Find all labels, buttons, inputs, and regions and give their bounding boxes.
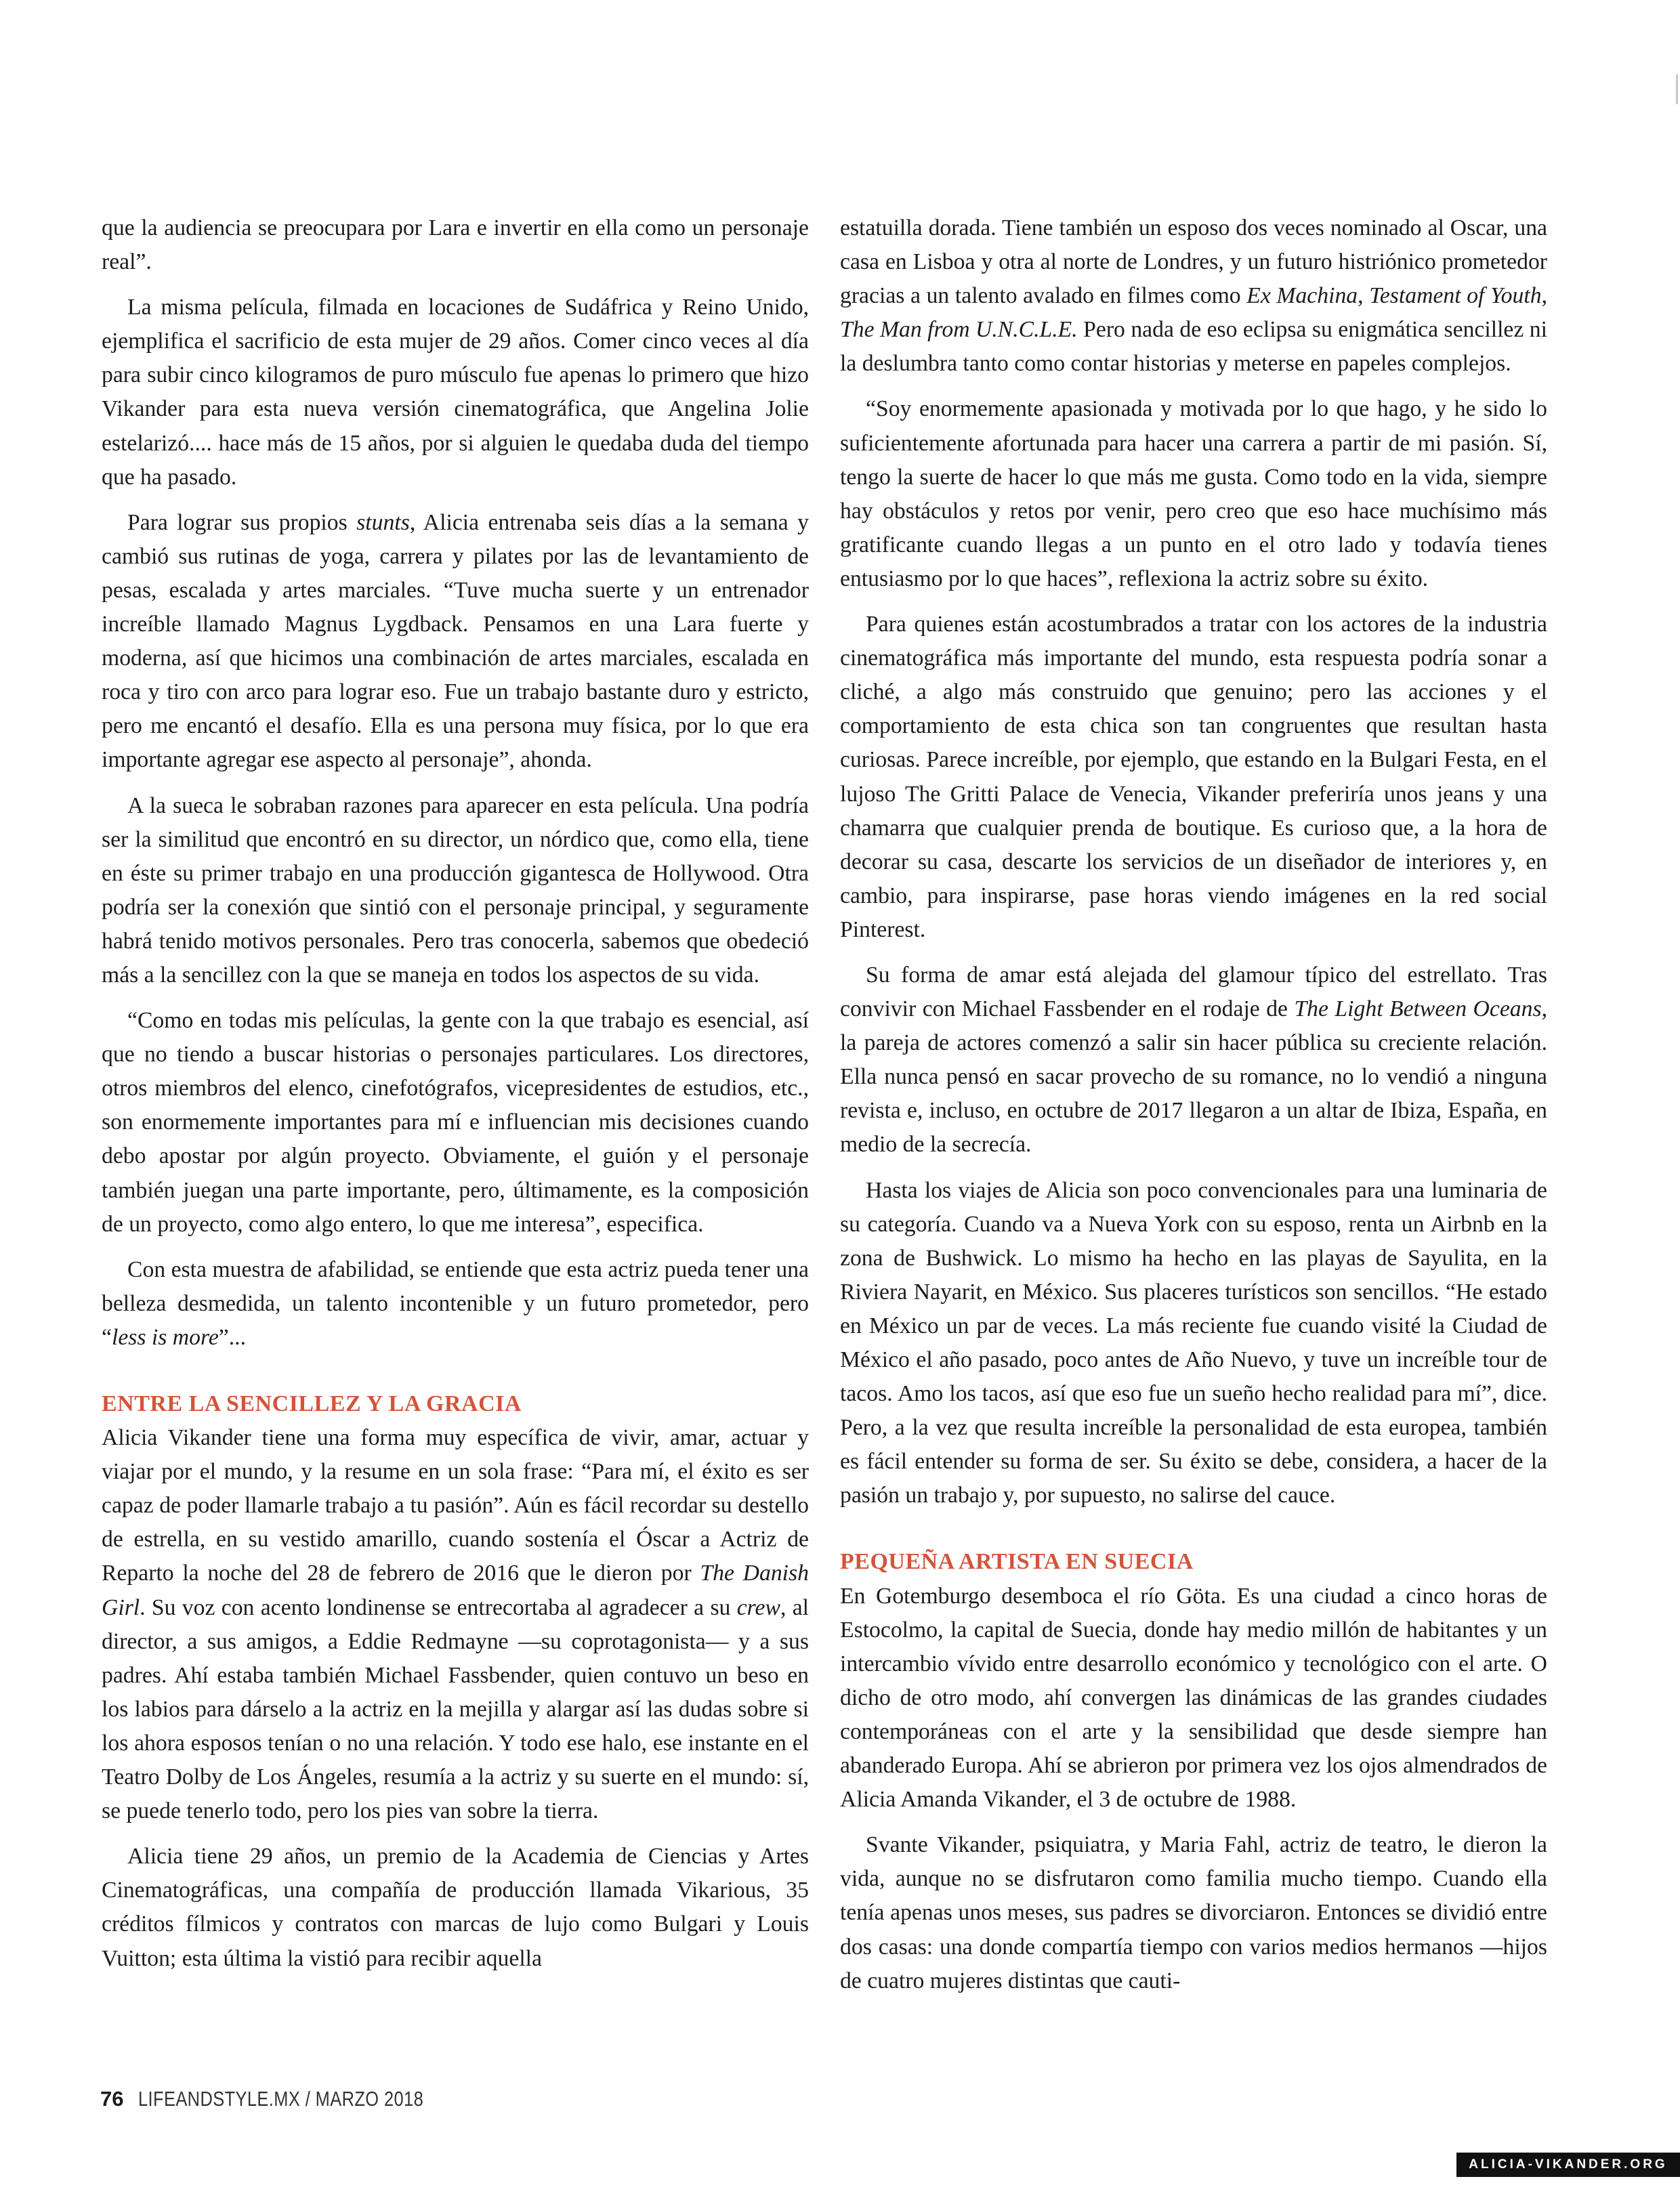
right-column xyxy=(840,211,1547,1998)
page-number: 76 xyxy=(100,2087,124,2111)
italic-text: The Light Between Oceans xyxy=(1294,996,1542,1022)
paragraph: Svante Vikander, psiquiatra, y Maria Fahl, actriz de teatro, le dieron la vida, aunque no se disfrutaron como familia mucho tiempo. Cuando ella tenía apenas unos meses, sus padres se divorciaron. Entonces se dividió entre dos casas: una donde compartía tiempo con varios medios hermanos —hijos de cuatro mujeres distintas que cauti- xyxy=(840,1832,1547,1993)
paragraph: estatuilla dorada. Tiene también un esposo dos veces nominado al Oscar, una casa en Lisboa y otra al norte de Londres, y un futuro histriónico prometedor gracias a un talento avalado en filmes como Ex Machina, Testament of Youth, The Man from U.N.C.L.E. Pero nada de eso eclipsa su enigmática sencillez ni la deslumbra tanto como contar historias y meterse en papeles complejos. xyxy=(840,215,1547,377)
paragraph: Hasta los viajes de Alicia son poco convencionales para una luminaria de su categoría. Cuando va a Nueva York con su esposo, renta un Airbnb en la zona de Bushwick. Lo mismo ha hecho en las playas de Sayulita, en la Riviera Nayarit, en México. Sus placeres turísticos son sencillos. “He estado en México un par de veces. La más reciente fue cuando visité la Ciudad de México el año pasado, poco antes de Año Nuevo, y tuve un increíble tour de tacos. Amo los tacos, así que eso fue un sueño hecho realidad para mí”, dice. Pero, a la vez que resulta increíble la personalidad de esta europea, también es fácil entender su forma de ser. Su éxito se debe, considera, a hacer de la pasión un trabajo y, por supuesto, no salirse del cauce. xyxy=(840,1177,1547,1508)
paragraph: que la audiencia se preocupara por Lara e invertir en ella como un personaje real”. xyxy=(102,215,809,275)
italic-text: less is more xyxy=(111,1324,219,1350)
publication-footer: LIFEANDSTYLE.MX / MARZO 2018 xyxy=(138,2087,424,2111)
left-column xyxy=(102,211,809,1976)
paragraph: Para lograr sus propios stunts, Alicia entrenaba seis días a la semana y cambió sus rutinas de yoga, carrera y pilates por las de levantamiento de pesas, escalada y artes marciales. “Tuve mucha suerte y un entrenador increíble llamado Magnus Lygdback. Pensamos en una Lara fuerte y moderna, así que hicimos una combinación de artes marciales, escalada en roca y tiro con arco para lograr eso. Fue un trabajo bastante duro y estricto, pero me encantó el desafío. Ella es una persona muy física, por lo que era importante agregar ese aspecto al personaje”, ahonda. xyxy=(102,509,809,773)
watermark: ALICIA-VIKANDER.ORG xyxy=(1456,2153,1680,2177)
italic-text: Ex Machina xyxy=(1246,283,1358,309)
paragraph: Alicia tiene 29 años, un premio de la Academia de Ciencias y Artes Cinematográficas, una compañía de producción llamada Vikarious, 35 créditos fílmicos y contratos con marcas de lujo como Bulgari y Louis Vuitton; esta última la vistió para recibir aquella xyxy=(102,1844,809,1971)
paragraph: Con esta muestra de afabilidad, se entiende que esta actriz pueda tener una belleza desmedida, un talento incontenible y un futuro prometedor, pero “less is more”... xyxy=(102,1256,809,1350)
section-heading: PEQUEÑA ARTISTA EN SUECIA xyxy=(840,1549,1194,1575)
italic-text: The Danish Girl xyxy=(102,1561,809,1620)
paragraph: Su forma de amar está alejada del glamour típico del estrellato. Tras convivir con Michael Fassbender en el rodaje de The Light Between Oceans, la pareja de actores comenzó a salir sin hacer pública su creciente relación. Ella nunca pensó en sacar provecho de su romance, no lo vendió a ninguna revista e, incluso, en octubre de 2017 llegaron a un altar de Ibiza, España, en medio de la secrecía. xyxy=(840,962,1547,1158)
italic-text: stunts xyxy=(356,509,410,535)
page-edge-mark xyxy=(1676,75,1678,104)
paragraph: A la sueca le sobraban razones para aparecer en esta película. Una podría ser la similitud que encontró en su director, un nórdico que, como ella, tiene en éste su primer trabajo en una producción gigantesca de Hollywood. Otra podría ser la conexión que sintió con el personaje principal, y seguramente habrá tenido motivos personales. Pero tras conocerla, sabemos que obedeció más a la sencillez con la que se maneja en todos los aspectos de su vida. xyxy=(102,792,809,988)
italic-text: crew xyxy=(736,1594,780,1620)
italic-text: The Man from U.N.C.L.E. xyxy=(840,317,1078,343)
italic-text: Testament of Youth xyxy=(1369,283,1542,309)
paragraph: “Soy enormemente apasionada y motivada por lo que hago, y he sido lo suficientemente afortunada para hacer una carrera a partir de mi pasión. Sí, tengo la suerte de hacer lo que más me gusta. Como todo en la vida, siempre hay obstáculos y retos por venir, pero creo que eso hace muchísimo más gratificante cuando llegas a un punto en el otro lado y todavía tienes entusiasmo por lo que haces”, reflexiona la actriz sobre su éxito. xyxy=(840,396,1547,591)
paragraph: Para quienes están acostumbrados a tratar con los actores de la industria cinematográfica más importante del mundo, esta respuesta podría sonar a cliché, a algo más construido que genuino; pero las acciones y el comportamiento de esta chica son tan congruentes que resultan hasta curiosas. Parece increíble, por ejemplo, que estando en la Bulgari Festa, en el lujoso The Gritti Palace de Venecia, Vikander preferiría unos jeans y una chamarra que cualquier prenda de boutique. Es curioso que, a la hora de decorar su casa, descarte los servicios de un diseñador de interiores y, en cambio, para inspirarse, pase horas viendo imágenes en la red social Pinterest. xyxy=(840,612,1547,942)
paragraph: “Como en todas mis películas, la gente con la que trabajo es esencial, así que no tiendo a buscar historias o personajes particulares. Los directores, otros miembros del elenco, cinefotógrafos, vicepresidentes de estudios, etc., son enormemente importantes para mí e influencian mis decisiones cuando debo apostar por algún proyecto. Obviamente, el guión y el personaje también juegan una parte importante, pero, últimamente, es la composición de un proyecto, como algo entero, lo que me interesa”, especifica. xyxy=(102,1008,809,1237)
section-heading: ENTRE LA SENCILLEZ Y LA GRACIA xyxy=(102,1391,522,1416)
paragraph: La misma película, filmada en locaciones de Sudáfrica y Reino Unido, ejemplifica el sacrificio de esta mujer de 29 años. Comer cinco veces al día para subir cinco kilogramos de puro músculo fue apenas lo primero que hizo Vikander para esta nueva versión cinematográfica, que Angelina Jolie estelarizó.... hace más de 15 años, por si alguien le quedaba duda del tiempo que ha pasado. xyxy=(102,295,809,490)
paragraph: En Gotemburgo desemboca el río Göta. Es una ciudad a cinco horas de Estocolmo, la capital de Suecia, donde hay medio millón de habitantes y un intercambio vívido entre desarrollo económico y tecnológico con el arte. O dicho de otro modo, ahí convergen las dinámicas de las grandes ciudades contemporáneas con el arte y la sensibilidad que desde siempre han abanderado Europa. Ahí se abrieron por primera vez los ojos almendrados de Alicia Amanda Vikander, el 3 de octubre de 1988. xyxy=(840,1583,1547,1813)
paragraph: Alicia Vikander tiene una forma muy específica de vivir, amar, actuar y viajar por el mundo, y la resume en un sola frase: “Para mí, el éxito es ser capaz de poder llamarle trabajo a tu pasión”. Aún es fácil recordar su destello de estrella, en su vestido amarillo, cuando sostenía el Óscar a Actriz de Reparto la noche del 28 de febrero de 2016 que le dieron por The Danish Girl. Su voz con acento londinense se entrecortaba al agradecer a su crew, al director, a sus amigos, a Eddie Redmayne —su coprotagonista— y a sus padres. Ahí estaba también Michael Fassbender, quien contuvo un beso en los labios para dárselo a la actriz en la mejilla y alargar así las dudas sobre si los ahora esposos tenían o no una relación. Y todo ese halo, ese instante en el Teatro Dolby de Los Ángeles, resumía a la actriz y su suerte en el mundo: sí, se puede tenerlo todo, pero los pies van sobre la tierra. xyxy=(102,1425,810,1824)
